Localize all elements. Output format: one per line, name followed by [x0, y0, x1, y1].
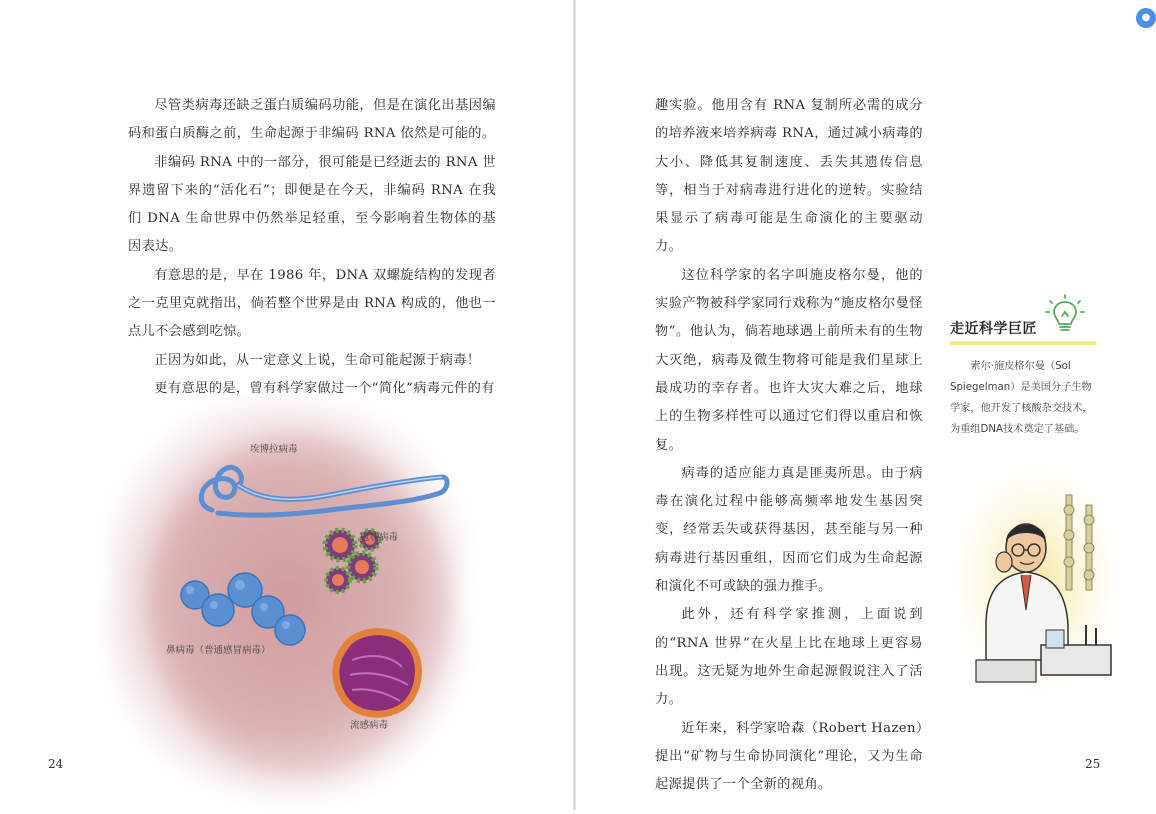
lightbulb-icon [1044, 294, 1086, 336]
sidebar-title: 走近科学巨匠 [950, 321, 1037, 337]
scientist-illustration [946, 450, 1116, 700]
coronavirus-label: 冠状病毒 [360, 532, 399, 543]
page-number: 24 [48, 757, 64, 771]
paragraph: 近年来，科学家哈森（Robert Hazen）提出“矿物与生命协同演化”理论，又为生命起源提供了一个全新的视角。 [655, 720, 923, 793]
paragraph: 趣实验。他用含有 RNA 复制所必需的成分的培养液来培养病毒 RNA，通过减小病毒的大小、降低其复制速度、丢失其遗传信息等，相当于对病毒进行进化的逆转。实验结果显示了病毒可能是生命演化的主要驱动力。 [655, 98, 923, 255]
paragraph: 尽管类病毒还缺乏蛋白质编码功能，但是在演化出基因编码和蛋白质酶之前，生命起源于非编码 RNA 依然是可能的。 [128, 98, 496, 142]
right-page [576, 0, 1151, 810]
paragraph: 正因为如此，从一定意义上说，生命可能起源于病毒！ [154, 352, 481, 368]
paragraph: 非编码 RNA 中的一部分，很可能是已经逝去的 RNA 世界遗留下来的“活化石”；即便是在今天，非编码 RNA 在我们 DNA 生命世界中仍然举足轻重，至今影响着生物体的基因表达。 [128, 154, 496, 255]
influenza-label: 流感病毒 [350, 720, 389, 731]
paragraph: 这位科学家的名字叫施皮格尔曼，他的实验产物被科学家同行戏称为“施皮格尔曼怪物”。他认为，倘若地球遇上前所未有的生物大灭绝，病毒及微生物将可能是我们星球上最成功的幸存者。也许大灾大难之后，地球上的生物多样性可以通过它们得以重启和恢复。 [655, 267, 923, 453]
left-page-text [128, 92, 496, 403]
page-number: 25 [1085, 757, 1101, 771]
paragraph: 此外，还有科学家推测，上面说到的“RNA 世界”在火星上比在地球上更容易出现。这无疑为地外生命起源假说注入了活力。 [655, 607, 923, 708]
ebola-label: 埃博拉病毒 [250, 444, 298, 455]
sidebar-title-highlight [950, 341, 1096, 345]
sidebar-paragraph: 索尔·施皮格尔曼（Sol Spiegelman）是美国分子生物学家，他开发了核酸杂交技术，为重组DNA技术奠定了基础。 [950, 361, 1093, 435]
corner-badge-icon[interactable]: ● [1136, 8, 1156, 28]
virus-illustration [90, 385, 490, 810]
paragraph: 病毒的适应能力真是匪夷所思。由于病毒在演化过程中能够高频率地发生基因突变，经常丢失或获得基因，甚至能与另一种病毒进行基因重组，因而它们成为生命起源和演化不可或缺的强力推手。 [655, 465, 923, 595]
left-page [0, 0, 574, 810]
influenza-virus-drawing [336, 632, 419, 715]
paragraph: 更有意思的是，曾有科学家做过一个“简化”病毒元件的有 [154, 380, 495, 396]
sidebar-text [950, 356, 1100, 440]
right-page-text [655, 92, 923, 799]
rhinovirus-label: 鼻病毒（普通感冒病毒） [166, 645, 271, 656]
paragraph: 有意思的是，早在 1986 年，DNA 双螺旋结构的发现者之一克里克就指出，倘若整个世界是由 RNA 构成的，他也一点儿不会感到吃惊。 [128, 267, 496, 340]
